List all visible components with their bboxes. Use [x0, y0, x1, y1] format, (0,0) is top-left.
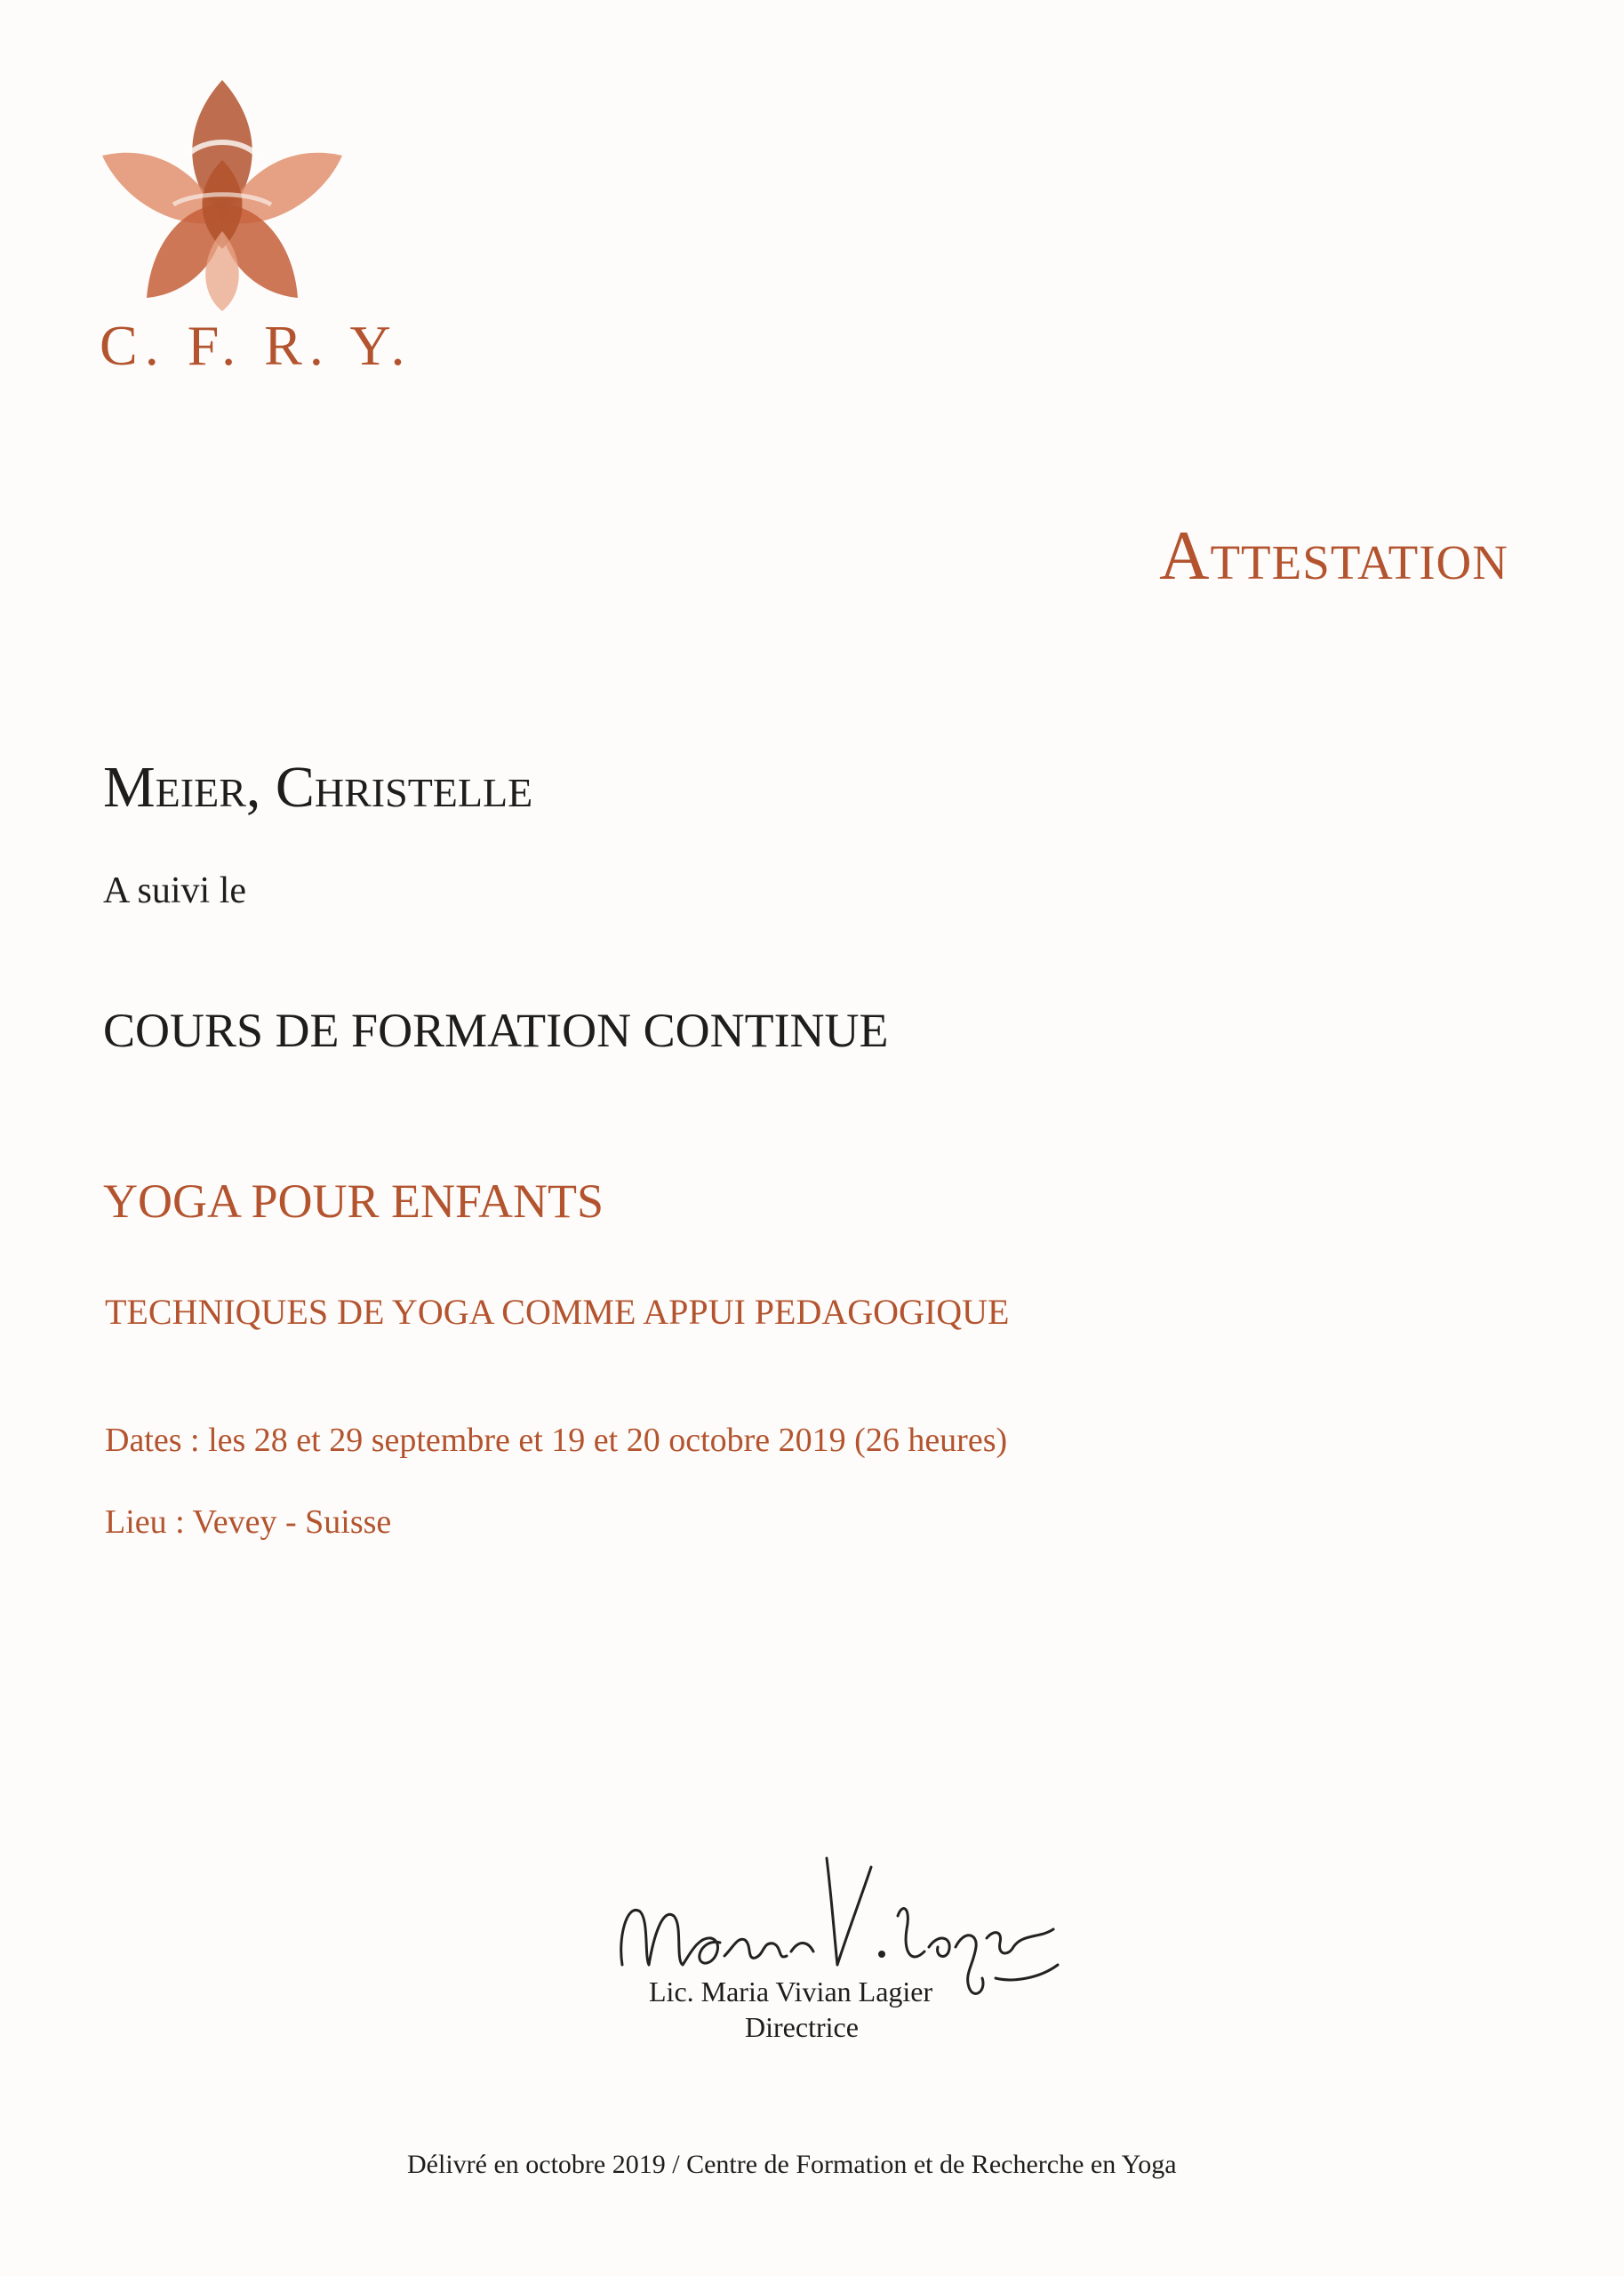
signer-name: Lic. Maria Vivian Lagier	[649, 1975, 933, 2008]
recipient-name: Meier, Christelle	[103, 755, 533, 820]
signer-role: Directrice	[745, 2011, 859, 2043]
course-place: Lieu : Vevey - Suisse	[105, 1503, 392, 1541]
footer-text: Délivré en octobre 2019 / Centre de Formation et de Recherche en Yoga	[407, 2150, 1177, 2179]
lotus-flower-icon	[98, 71, 347, 311]
course-subject: YOGA POUR ENFANTS	[103, 1174, 604, 1228]
logo-text: C. F. R. Y.	[100, 314, 412, 377]
document-title: Attestation	[1159, 517, 1508, 594]
course-subtitle: TECHNIQUES DE YOGA COMME APPUI PEDAGOGIQUE	[105, 1292, 1010, 1332]
course-dates: Dates : les 28 et 29 septembre et 19 et 20 octobre 2019 (26 heures)	[105, 1422, 1008, 1459]
course-type: COURS DE FORMATION CONTINUE	[103, 1004, 889, 1057]
intro-text: A suivi le	[103, 870, 247, 911]
